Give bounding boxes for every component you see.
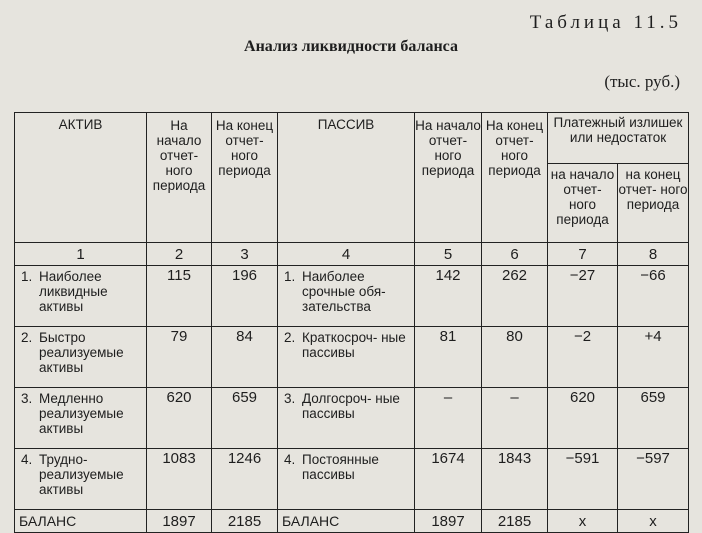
- asset-start-value: 115: [147, 266, 212, 327]
- excess-start-value: −27: [548, 266, 618, 327]
- total-excess-end: x: [618, 510, 689, 533]
- header-liability-start: На начало отчет- ного периода: [415, 113, 482, 243]
- total-row: [15, 510, 689, 533]
- liability-end-value: 80: [482, 327, 548, 388]
- total-asset-start: 1897: [147, 510, 212, 533]
- total-liability-start: 1897: [415, 510, 482, 533]
- column-number: 2: [147, 243, 212, 266]
- header-asset: АКТИВ: [15, 113, 147, 243]
- liability-number: 3.: [284, 391, 296, 406]
- liability-label: Постоянные пассивы: [302, 452, 379, 482]
- column-number-row: [15, 243, 689, 266]
- asset-end-value: 84: [212, 327, 278, 388]
- asset-cell: [15, 266, 147, 327]
- liability-number: 2.: [284, 330, 296, 345]
- table-title: Анализ ликвидности баланса: [244, 38, 458, 55]
- excess-start-value: −591: [548, 449, 618, 510]
- table-row: [15, 266, 689, 327]
- total-asset-end: 2185: [212, 510, 278, 533]
- liability-end-value: 1843: [482, 449, 548, 510]
- asset-cell: [15, 327, 147, 388]
- liability-label: Долгосроч- ные пассивы: [302, 391, 400, 421]
- column-number: 3: [212, 243, 278, 266]
- liability-start-value: 81: [415, 327, 482, 388]
- asset-label: Медленно реализуемые активы: [39, 391, 124, 436]
- total-asset-label: БАЛАНС: [15, 510, 147, 533]
- asset-label: Наиболее ликвидные активы: [39, 269, 108, 314]
- total-excess-start: x: [548, 510, 618, 533]
- asset-end-value: 659: [212, 388, 278, 449]
- header-asset-end: На конец отчет- ного периода: [212, 113, 278, 243]
- total-liability-end: 2185: [482, 510, 548, 533]
- liability-number: 1.: [284, 269, 296, 284]
- asset-number: 3.: [21, 391, 33, 406]
- table-number: Таблица 11.5: [529, 12, 682, 33]
- excess-start-value: 620: [548, 388, 618, 449]
- asset-start-value: 1083: [147, 449, 212, 510]
- asset-number: 1.: [21, 269, 33, 284]
- header-excess: Платежный излишек или недостаток: [548, 113, 689, 164]
- asset-start-value: 79: [147, 327, 212, 388]
- liability-number: 4.: [284, 452, 296, 467]
- liability-start-value: 1674: [415, 449, 482, 510]
- liability-label: Краткосроч- ные пассивы: [302, 330, 406, 360]
- asset-end-value: 1246: [212, 449, 278, 510]
- liability-cell: [278, 449, 415, 510]
- liability-end-value: 262: [482, 266, 548, 327]
- table-row: [15, 327, 689, 388]
- total-liability-label: БАЛАНС: [278, 510, 415, 533]
- liquidity-table: [14, 112, 689, 533]
- header-excess-start: на начало отчет- ного периода: [548, 164, 618, 243]
- asset-start-value: 620: [147, 388, 212, 449]
- column-number: 5: [415, 243, 482, 266]
- column-number: 7: [548, 243, 618, 266]
- liability-end-value: –: [482, 388, 548, 449]
- header-liability-end: На конец отчет- ного периода: [482, 113, 548, 243]
- asset-label: Быстро реализуемые активы: [39, 330, 124, 375]
- liability-start-value: –: [415, 388, 482, 449]
- asset-label: Трудно- реализуемые активы: [39, 452, 124, 497]
- asset-cell: [15, 449, 147, 510]
- column-number: 4: [278, 243, 415, 266]
- units-label: (тыс. руб.): [604, 72, 680, 91]
- liability-cell: [278, 388, 415, 449]
- table-row: [15, 449, 689, 510]
- excess-end-value: 659: [618, 388, 689, 449]
- excess-end-value: +4: [618, 327, 689, 388]
- column-number: 1: [15, 243, 147, 266]
- column-number: 8: [618, 243, 689, 266]
- asset-number: 4.: [21, 452, 33, 467]
- header-asset-start: На начало отчет- ного периода: [147, 113, 212, 243]
- column-number: 6: [482, 243, 548, 266]
- excess-end-value: −66: [618, 266, 689, 327]
- asset-cell: [15, 388, 147, 449]
- liability-label: Наиболее срочные обя- зательства: [302, 269, 386, 314]
- liability-start-value: 142: [415, 266, 482, 327]
- header-excess-end: на конец отчет- ного периода: [618, 164, 689, 243]
- liability-cell: [278, 327, 415, 388]
- liability-cell: [278, 266, 415, 327]
- excess-start-value: −2: [548, 327, 618, 388]
- asset-end-value: 196: [212, 266, 278, 327]
- excess-end-value: −597: [618, 449, 689, 510]
- asset-number: 2.: [21, 330, 33, 345]
- header-liability: ПАССИВ: [278, 113, 415, 243]
- table-row: [15, 388, 689, 449]
